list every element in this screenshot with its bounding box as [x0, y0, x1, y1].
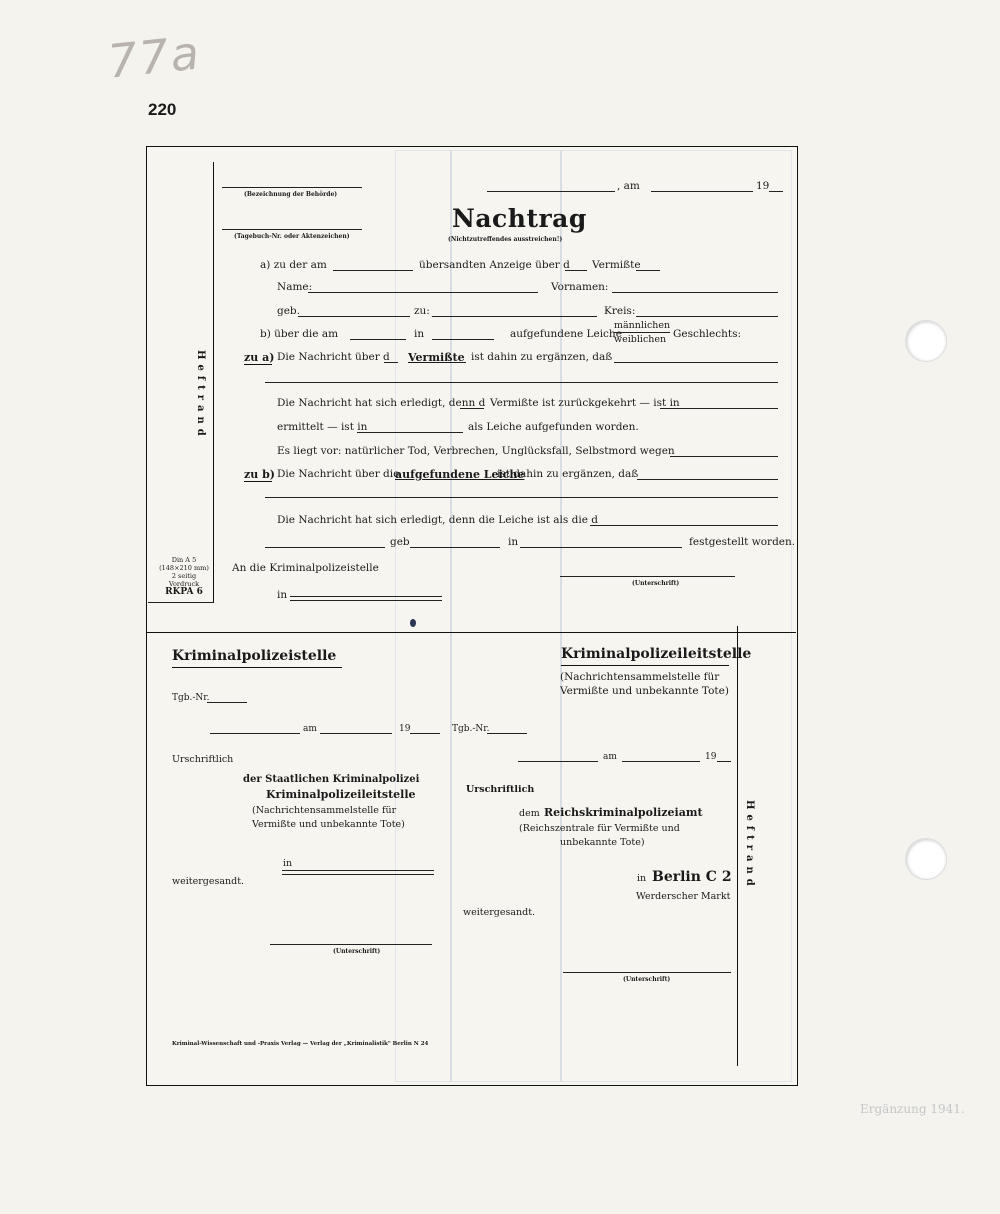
der-staatlichen: der Staatlichen Kriminalpolizei	[243, 774, 420, 785]
vornamen-label: Vornamen:	[551, 281, 609, 293]
weiblich-option: weiblichen	[614, 334, 667, 345]
lower-am-label: am	[303, 724, 317, 734]
leiche-erledigt: Die Nachricht hat sich erledigt, denn die Leiche ist als die d	[277, 514, 598, 526]
maennlich-option: männlichen	[614, 320, 671, 331]
in2-label: in	[508, 536, 519, 548]
kreis-label: Kreis:	[604, 305, 636, 317]
left-nachrichten-2: Vermißte und unbekannte Tote)	[252, 819, 405, 830]
reichszentrale-2: unbekannte Tote)	[560, 837, 645, 848]
handwritten-archive-number: 77a	[105, 25, 204, 89]
right-am-label: am	[603, 752, 617, 762]
lower-left-signature-label: (Unterschrift)	[333, 948, 381, 955]
left-nachrichten-1: (Nachrichtensammelstelle für	[252, 805, 397, 816]
erledigt-a2: Vermißte ist zurückgekehrt — ist in	[490, 397, 680, 409]
in3-label: in	[277, 589, 288, 601]
zu-b-text2: ist dahin zu ergänzen, daß	[497, 468, 639, 480]
geschlecht-label: Geschlechts:	[673, 328, 741, 340]
urschriftlich-left: Urschriftlich	[172, 754, 234, 765]
date-year-label: 19	[756, 180, 770, 192]
punch-hole-bottom	[905, 838, 947, 880]
upper-left-margin-line	[213, 162, 214, 602]
line-b-in: in	[414, 328, 425, 340]
ink-dot	[410, 619, 416, 627]
line-b-leiche: aufgefundene Leiche	[510, 328, 622, 340]
lower-left-heading: Kriminalpolizeistelle	[172, 648, 337, 664]
publisher-imprint: Kriminal-Wissenschaft und -Praxis Verlag — Verlag der „Kriminalistik" Berlin N 24	[172, 1041, 429, 1047]
berlin-label: Berlin C 2	[652, 869, 732, 885]
festgestellt-label: festgestellt worden.	[689, 536, 796, 548]
heftrand-lower: Heftrand	[744, 800, 755, 891]
erledigt-a1: Die Nachricht hat sich erledigt, denn d	[277, 397, 486, 409]
right-nachrichten-1: (Nachrichtensammelstelle für	[560, 671, 720, 683]
line-b-prefix: b) über die am	[260, 328, 339, 340]
tgb2-label: Tgb.-Nr.	[452, 724, 490, 734]
section-divider	[147, 632, 796, 633]
authority-label: (Bezeichnung der Behörde)	[244, 191, 338, 198]
punch-hole-top	[905, 320, 947, 362]
urschriftlich-right: Urschriftlich	[466, 784, 535, 795]
geb-label: geb.	[277, 305, 300, 317]
zu-b-text1: Die Nachricht über die	[277, 468, 400, 480]
lower-right-margin-line	[737, 626, 738, 1066]
line-a-prefix: a) zu der am	[260, 259, 327, 271]
upper-signature-label: (Unterschrift)	[632, 580, 680, 587]
zu-a-label: zu a)	[244, 351, 275, 364]
lower-right-signature-label: (Unterschrift)	[623, 976, 671, 983]
zu-label: zu:	[414, 305, 430, 317]
rkpa-label: Reichskriminalpolizeiamt	[544, 806, 703, 819]
an-die-label: An die Kriminalpolizeistelle	[232, 562, 379, 574]
lower-year-label: 19	[399, 724, 411, 734]
diary-label: (Tagebuch-Nr. oder Aktenzeichen)	[234, 233, 350, 240]
name-label: Name:	[277, 281, 313, 293]
zu-a-text1: Die Nachricht über d	[277, 351, 390, 363]
right-in-label: in	[637, 873, 647, 884]
zu-a-vermisste: Vermißte	[408, 351, 465, 364]
weitergesandt-right: weitergesandt.	[463, 907, 536, 918]
line-a-middle: übersandten Anzeige über d	[419, 259, 570, 271]
right-nachrichten-2: Vermißte und unbekannte Tote)	[560, 685, 729, 697]
reichszentrale-1: (Reichszentrale für Vermißte und	[519, 823, 680, 834]
heftrand-upper: Heftrand	[195, 350, 206, 441]
tgb-label: Tgb.-Nr.	[172, 693, 210, 703]
line-a-vermisste: Vermißte	[592, 259, 641, 271]
kpls-left: Kriminalpolizeileitstelle	[266, 788, 416, 801]
lower-in-left: in	[283, 858, 293, 869]
dem-label: dem	[519, 808, 540, 819]
date-am-label: , am	[617, 180, 640, 192]
zu-a-text2: ist dahin zu ergänzen, daß	[471, 351, 613, 363]
als-leiche-label: als Leiche aufgefunden worden.	[468, 421, 639, 433]
form-reference: Din A 5 (148×210 mm) 2 seitig Vordruck RKPA 6	[159, 556, 209, 597]
weitergesandt-left: weitergesandt.	[172, 876, 245, 887]
zu-b-label: zu b)	[244, 468, 275, 481]
es-liegt-vor: Es liegt vor: natürlicher Tod, Verbrechen, Unglücksfall, Selbstmord wegen	[277, 445, 675, 457]
ermittelt-label: ermittelt — ist in	[277, 421, 368, 433]
zu-b-word: aufgefundene Leiche	[395, 468, 525, 481]
bleed-text: Ergänzung 1941.	[860, 1102, 965, 1116]
form-title: Nachtrag	[452, 204, 587, 233]
lower-right-heading: Kriminalpolizeileitstelle	[561, 646, 752, 662]
werderscher-label: Werderscher Markt	[636, 891, 731, 902]
title-note: (Nichtzutreffendes ausstreichen!)	[448, 236, 563, 243]
geb2-label: geb	[390, 536, 410, 548]
page-number: 220	[148, 100, 177, 119]
right-year-label: 19	[705, 752, 717, 762]
